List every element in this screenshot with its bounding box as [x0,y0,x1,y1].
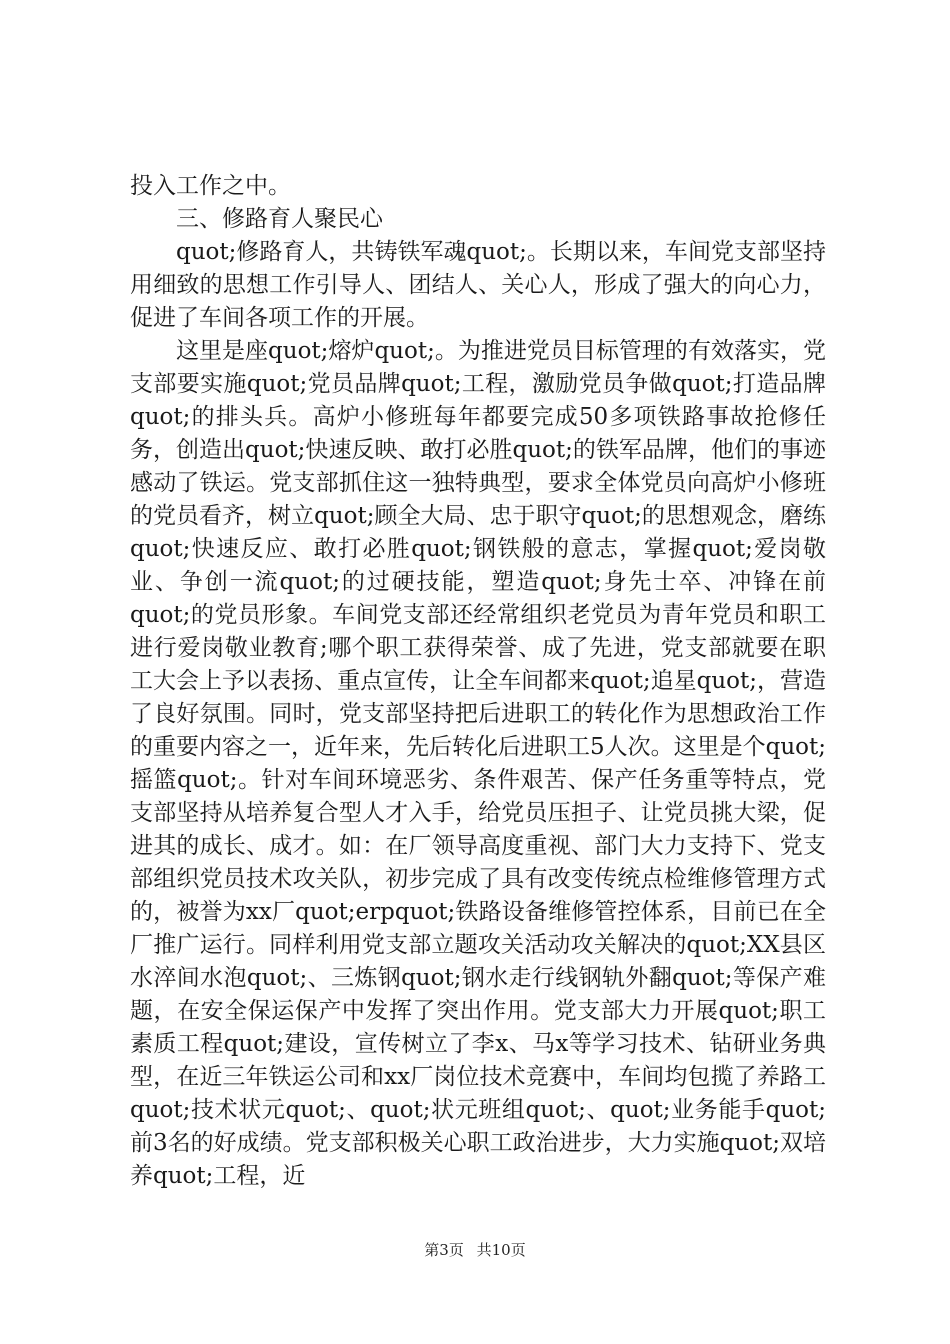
paragraph-intro: quot;修路育人，共铸铁军魂quot;。长期以来，车间党支部坚持用细致的思想工作引导人、团结人、关心人，形成了强大的向心力，促进了车间各项工作的开展。 [130,239,826,331]
page-footer [0,1239,950,1260]
page-total: 共10页 [476,1241,526,1259]
paragraph-continuation: 投入工作之中。 [130,173,291,199]
document-body [130,170,826,1193]
section-heading: 三、修路育人聚民心 [176,206,383,232]
paragraph-main: 这里是座quot;熔炉quot;。为推进党员目标管理的有效落实，党支部要实施quot;党员品牌quot;工程，激励党员争做quot;打造品牌quot;的排头兵。高炉小修班每年都要完成50多项铁路事故抢修任务，创造出quot;快速反映、敢打必胜quot;的铁军品牌，他们的事迹感动了铁运。党支部抓住这一独特典型，要求全体党员向高炉小修班的党员看齐，树立quot;顾全大局、忠于职守quot;的思想观念，磨练quot;快速反应、敢打必胜quot;钢铁般的意志，掌握quot;爱岗敬业、争创一流quot;的过硬技能，塑造quot;身先士卒、冲锋在前quot;的党员形象。车间党支部还经常组织老党员为青年党员和职工进行爱岗敬业教育;哪个职工获得荣誉、成了先进，党支部就要在职工大会上予以表扬、重点宣传，让全车间都来quot;追星quot;，营造了良好氛围。同时，党支部坚持把后进职工的转化作为思想政治工作的重要内容之一，近年来，先后转化后进职工5人次。这里是个quot;摇篮quot;。针对车间环境恶劣、条件艰苦、保产任务重等特点，党支部坚持从培养复合型人才入手，给党员压担子、让党员挑大梁，促进其的成长、成才。如：在厂领导高度重视、部门大力支持下、党支部组织党员技术攻关队，初步完成了具有改变传统点检维修管理方式的，被誉为xx厂quot;erpquot;铁路设备维修管控体系，目前已在全厂推广运行。同样利用党支部立题攻关活动攻关解决的quot;XX县区水淬间水泡quot;、三炼钢quot;钢水走行线钢轨外翻quot;等保产难题，在安全保运保产中发挥了突出作用。党支部大力开展quot;职工素质工程quot;建设，宣传树立了李x、马x等学习技术、钻研业务典型，在近三年铁运公司和xx厂岗位技术竞赛中，车间均包揽了养路工quot;技术状元quot;、quot;状元班组quot;、quot;业务能手quot;前3名的好成绩。党支部积极关心职工政治进步，大力实施quot;双培养quot;工程，近 [130,338,827,1189]
page-number: 第3页 [424,1241,464,1259]
